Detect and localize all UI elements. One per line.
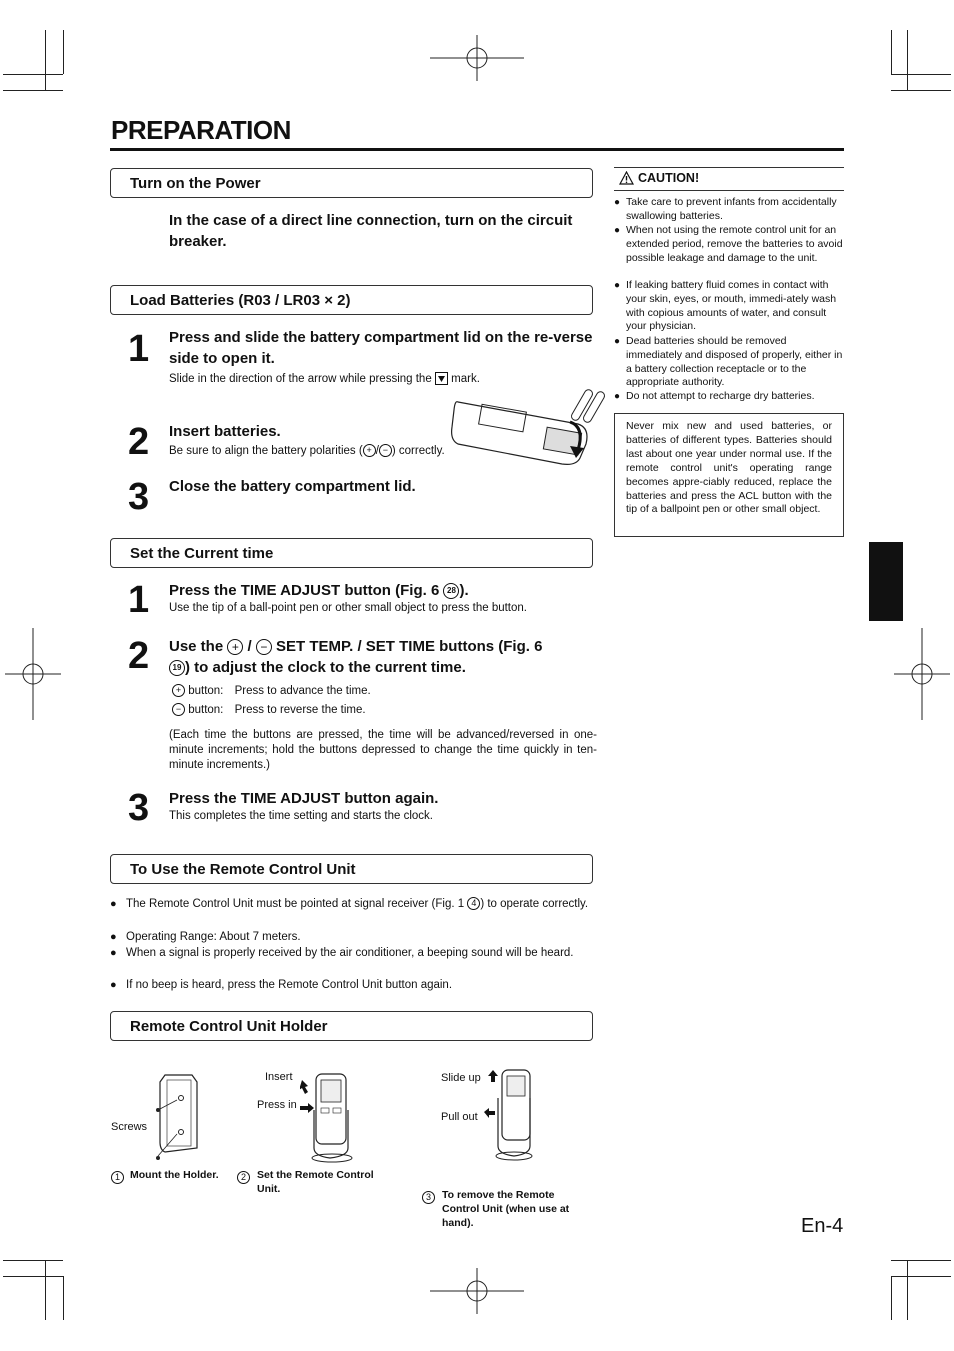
section-header-holder bbox=[110, 1011, 593, 1041]
language-side-tab bbox=[869, 542, 903, 621]
caution-note-box bbox=[614, 413, 844, 537]
button-description: Press to reverse the time. bbox=[234, 704, 366, 716]
button-label: button: bbox=[188, 704, 224, 716]
warning-icon bbox=[619, 171, 634, 185]
holder-mount-illustration bbox=[150, 1070, 205, 1165]
registration-mark-bottom bbox=[430, 1268, 524, 1314]
plus-icon: + bbox=[172, 684, 185, 697]
caption-text: To remove the Remote Control Unit (when use at hand). bbox=[442, 1189, 570, 1229]
section-heading: Remote Control Unit Holder bbox=[130, 1018, 328, 1035]
press-in-label: Press in bbox=[257, 1099, 297, 1111]
page-number: En-4 bbox=[801, 1215, 844, 1237]
caution-item: ● Do not attempt to recharge dry batteries. bbox=[614, 390, 844, 404]
step-title bbox=[169, 580, 469, 601]
step-number: 2 bbox=[128, 635, 150, 677]
figure-ref-icon: 4 bbox=[467, 897, 480, 910]
caution-item: ● When not using the remote control unit for an extended period, remove the batteries to avoid possible leakage and damage to the unit. bbox=[614, 224, 844, 265]
button-label: button: bbox=[188, 685, 224, 697]
note-text: ) correctly. bbox=[391, 445, 445, 457]
note-text: Be sure to align the battery polarities ( bbox=[169, 445, 363, 457]
step-note: Be sure to align the battery polarities ( + / − ) correctly. bbox=[169, 445, 445, 457]
list-item: ● When a signal is properly received by the air conditioner, a beeping sound will be heard. bbox=[110, 946, 596, 960]
caption-text: Set the Remote Control Unit. bbox=[257, 1169, 374, 1195]
caution-item: ● If leaking battery fluid comes in contact with your skin, eyes, or mouth, immedi-ately wash with copious amounts of water, and consult your physician. bbox=[614, 279, 844, 334]
screws-label: Screws bbox=[111, 1121, 148, 1133]
caption-number: 3 bbox=[422, 1191, 435, 1204]
section-heading: To Use the Remote Control Unit bbox=[130, 861, 356, 878]
minus-button-row bbox=[172, 703, 366, 718]
caption-index bbox=[111, 1169, 124, 1187]
list-item: ● If no beep is heard, press the Remote Control Unit button again. bbox=[110, 978, 596, 992]
page-title: PREPARATION bbox=[111, 115, 291, 145]
title-divider bbox=[110, 148, 844, 151]
title-text: Press the TIME ADJUST button (Fig. 6 bbox=[169, 582, 444, 599]
section-header-load-batteries bbox=[110, 285, 593, 315]
note-text: mark. bbox=[451, 373, 480, 385]
note-text: Slide in the direction of the arrow while pressing the bbox=[169, 373, 432, 385]
step-number: 2 bbox=[128, 421, 150, 463]
bullet-text: ) to operate correctly. bbox=[480, 898, 589, 910]
caution-item: ● Dead batteries should be removed immediately and disposed of properly, either in a battery collection receptacle or to the appropriate authority. bbox=[614, 335, 844, 390]
holder-remove-illustration bbox=[480, 1068, 545, 1163]
caption-text: Mount the Holder. bbox=[130, 1169, 219, 1181]
section-header-turn-on-power bbox=[110, 168, 593, 198]
caution-header bbox=[614, 167, 844, 191]
caption-index bbox=[422, 1189, 435, 1207]
plus-button-row bbox=[172, 684, 371, 699]
step-number: 1 bbox=[128, 328, 150, 370]
pull-out-label: Pull out bbox=[441, 1111, 478, 1123]
title-text: Use the bbox=[169, 638, 224, 655]
turn-on-instruction: In the case of a direct line connection, turn on the circuit breaker. bbox=[169, 212, 573, 250]
step-number: 3 bbox=[128, 787, 150, 829]
step-number: 1 bbox=[128, 579, 150, 621]
slide-up-label: Slide up bbox=[441, 1072, 481, 1084]
section-header-set-time bbox=[110, 538, 593, 568]
list-item: ● Operating Range: About 7 meters. bbox=[110, 930, 596, 944]
minus-icon: − bbox=[256, 639, 272, 655]
section-header-remote-use bbox=[110, 854, 593, 884]
registration-mark-top bbox=[430, 35, 524, 81]
arrow-mark-icon bbox=[435, 372, 448, 385]
figure-ref-icon: 19 bbox=[169, 660, 185, 676]
title-text: ) to adjust the clock to the current time. bbox=[185, 659, 466, 676]
section-heading: Set the Current time bbox=[130, 545, 274, 562]
figure-ref-icon: 28 bbox=[443, 583, 459, 599]
plus-icon: + bbox=[363, 444, 376, 457]
insert-label: Insert bbox=[265, 1071, 293, 1083]
step-title: Press and slide the battery compartment lid on the re-verse side to open it. bbox=[169, 329, 593, 367]
caution-note: Never mix new and used batteries, or batteries of different types. Batteries should last about one year under normal use. If the remote control unit's operating range becomes appre-ciably reduced, replace the batteries and press the ACL button with the tip of a ballpoint pen or other small object. bbox=[626, 420, 832, 516]
section-heading: Load Batteries (R03 / LR03 × 2) bbox=[130, 292, 351, 309]
minus-icon: − bbox=[172, 703, 185, 716]
holder-insert-illustration bbox=[300, 1070, 365, 1165]
remote-battery-illustration bbox=[450, 382, 615, 467]
caption-number: 2 bbox=[237, 1171, 250, 1184]
caption-index bbox=[237, 1169, 250, 1187]
plus-icon: + bbox=[227, 639, 243, 655]
step-note: Use the tip of a ball-point pen or other small object to press the button. bbox=[169, 602, 527, 614]
step-note-paren: (Each time the buttons are pressed, the time will be advanced/reversed in one-minute increments; hold the buttons depressed to change the time quickly in ten-minute increments.) bbox=[169, 729, 597, 771]
list-item bbox=[110, 897, 596, 911]
registration-mark-right bbox=[894, 628, 950, 720]
step-number: 3 bbox=[128, 476, 150, 518]
caption-number: 1 bbox=[111, 1171, 124, 1184]
title-text: SET TEMP. / SET TIME buttons (Fig. 6 bbox=[276, 638, 543, 655]
step-note: This completes the time setting and starts the clock. bbox=[169, 810, 433, 822]
step-title: Use the + / − SET TEMP. / SET TIME buttons (Fig. 6 19 ) to adjust the clock to the current time. bbox=[169, 638, 543, 676]
step-title: Close the battery compartment lid. bbox=[169, 478, 416, 495]
button-description: Press to advance the time. bbox=[234, 685, 371, 697]
section-heading: Turn on the Power bbox=[130, 175, 261, 192]
minus-icon: − bbox=[379, 444, 392, 457]
step-title: Press the TIME ADJUST button again. bbox=[169, 790, 439, 807]
bullet-text: The Remote Control Unit must be pointed at signal receiver (Fig. 1 bbox=[126, 898, 468, 910]
caution-heading: CAUTION! bbox=[638, 171, 700, 185]
step-title: Insert batteries. bbox=[169, 423, 281, 440]
caution-item: ● Take care to prevent infants from accidentally swallowing batteries. bbox=[614, 196, 844, 224]
title-text: ). bbox=[459, 582, 469, 599]
registration-mark-left bbox=[5, 628, 61, 720]
